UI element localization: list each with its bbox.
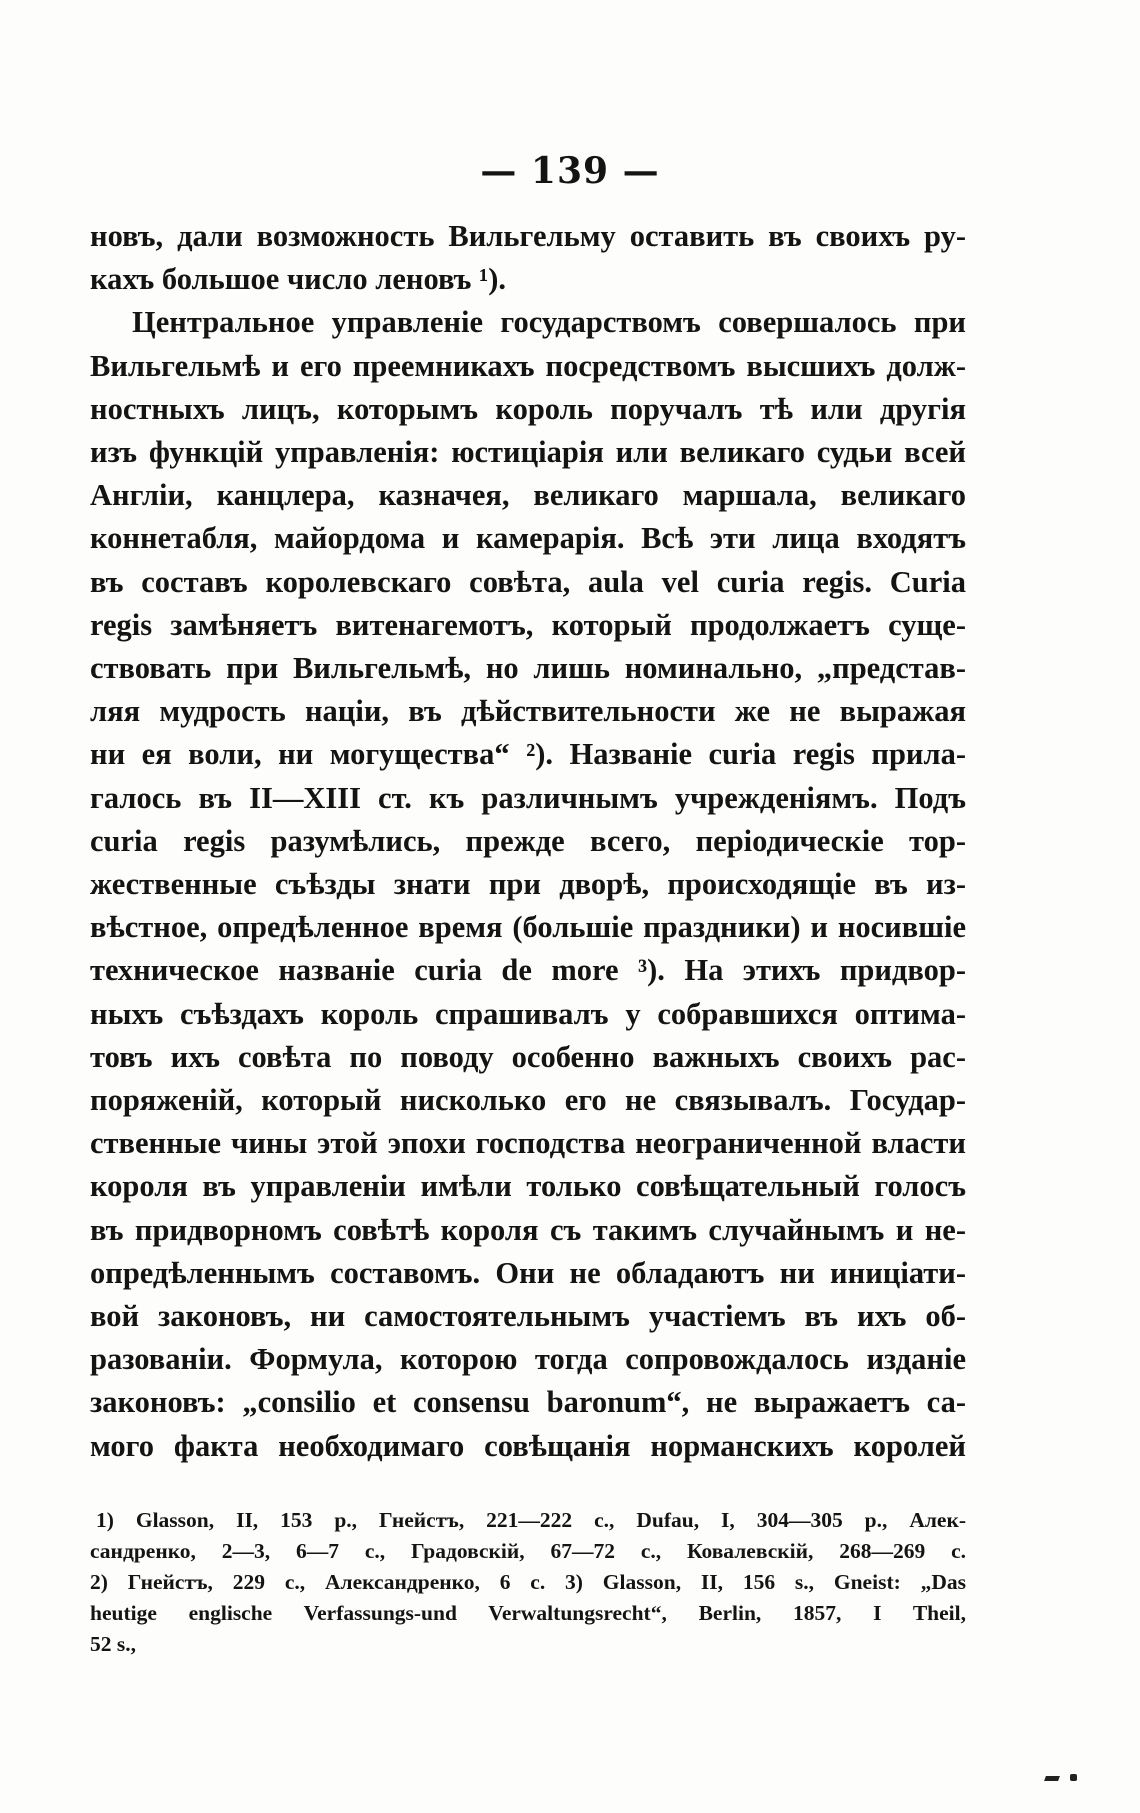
body-text [90,215,966,1468]
body-line: ствовать при Вильгельмѣ, но лишь номинально, „представ- [90,651,966,686]
body-line: жественные съѣзды знати при дворѣ, происходящіе въ из- [90,867,966,902]
body-line: кахъ большое число леновъ ¹). [90,262,507,297]
footnote-line: heutige englische Verfassungs-und Verwaltungsrecht“, Berlin, 1857, I Theil, [90,1601,966,1625]
body-line: curia regis разумѣлись, прежде всего, періодическіе тор- [90,823,966,858]
footnote-line: 52 s., [90,1632,136,1656]
body-line: regis замѣняетъ витенагемотъ, который продолжаетъ суще- [90,607,966,642]
page-number: — 139 — [480,150,660,192]
body-line: изъ функцій управленія: юстиціарія или великаго судьи всей [90,435,966,470]
scan-mark [1044,1776,1060,1781]
footnote-line: сандренко, 2—3, 6—7 с., Градовскій, 67—72 с., Ковалевскій, 268—269 с. [90,1539,966,1563]
body-line: законовъ: „consilio et consensu baronum“, не выражаетъ са- [90,1385,966,1420]
body-line: короля въ управленіи имѣли только совѣщательный голосъ [90,1169,966,1204]
body-line: вой законовъ, ни самостоятельнымъ участіемъ въ ихъ об- [90,1299,966,1334]
body-line: коннетабля, майордома и камерарія. Всѣ эти лица входятъ [90,521,966,556]
body-line: поряженій, который нисколько его не связывалъ. Государ- [90,1083,966,1118]
footnote-line: 2) Гнейстъ, 229 с., Александренко, 6 с. 3) Glasson, II, 156 s., Gneist: „Das [90,1570,966,1594]
body-line: Англіи, канцлера, казначея, великаго маршала, великаго [90,478,966,513]
body-line: товъ ихъ совѣта по поводу особенно важныхъ своихъ рас- [90,1039,966,1074]
footnote-line: 1) Glasson, II, 153 p., Гнейстъ, 221—222 с., Dufau, I, 304—305 р., Алек- [96,1508,966,1532]
body-line: техническое названіе curia de more ³). На этихъ придвор- [90,953,966,988]
body-line: новъ, дали возможность Вильгельму оставить въ своихъ ру- [90,219,966,253]
body-line: ныхъ съѣздахъ король спрашивалъ у собравшихся оптима- [90,996,966,1031]
body-line: въ составъ королевскаго совѣта, aula vel curia regis. Curia [90,564,966,599]
body-line: въ придворномъ совѣтѣ короля съ такимъ случайнымъ и не- [90,1212,966,1247]
body-line: Центральное управленіе государствомъ совершалось при [132,305,966,340]
body-line: галось въ II—XIII ст. къ различнымъ учрежденіямъ. Подъ [90,780,966,815]
body-line: вѣстное, опредѣленное время (большіе праздники) и носившіе [90,910,966,945]
body-line: ляя мудрость націи, въ дѣйствительности же не выражая [90,694,966,729]
body-line: ственные чины этой эпохи господства неограниченной власти [90,1126,966,1161]
body-line: ностныхъ лицъ, которымъ король поручалъ тѣ или другія [90,391,966,426]
body-line: опредѣленнымъ составомъ. Они не обладаютъ ни иниціати- [90,1255,966,1290]
body-line: мого факта необходимаго совѣщанія норманскихъ королей [90,1428,966,1463]
body-line: ни ея воли, ни могущества“ ²). Названіе curia regis прила- [90,737,966,772]
body-line: разованіи. Формула, которою тогда сопровождалось изданіе [90,1342,966,1377]
body-line: Вильгельмѣ и его преемникахъ посредствомъ высшихъ долж- [90,348,966,383]
scan-mark [1070,1774,1077,1781]
footnotes [90,1505,966,1660]
